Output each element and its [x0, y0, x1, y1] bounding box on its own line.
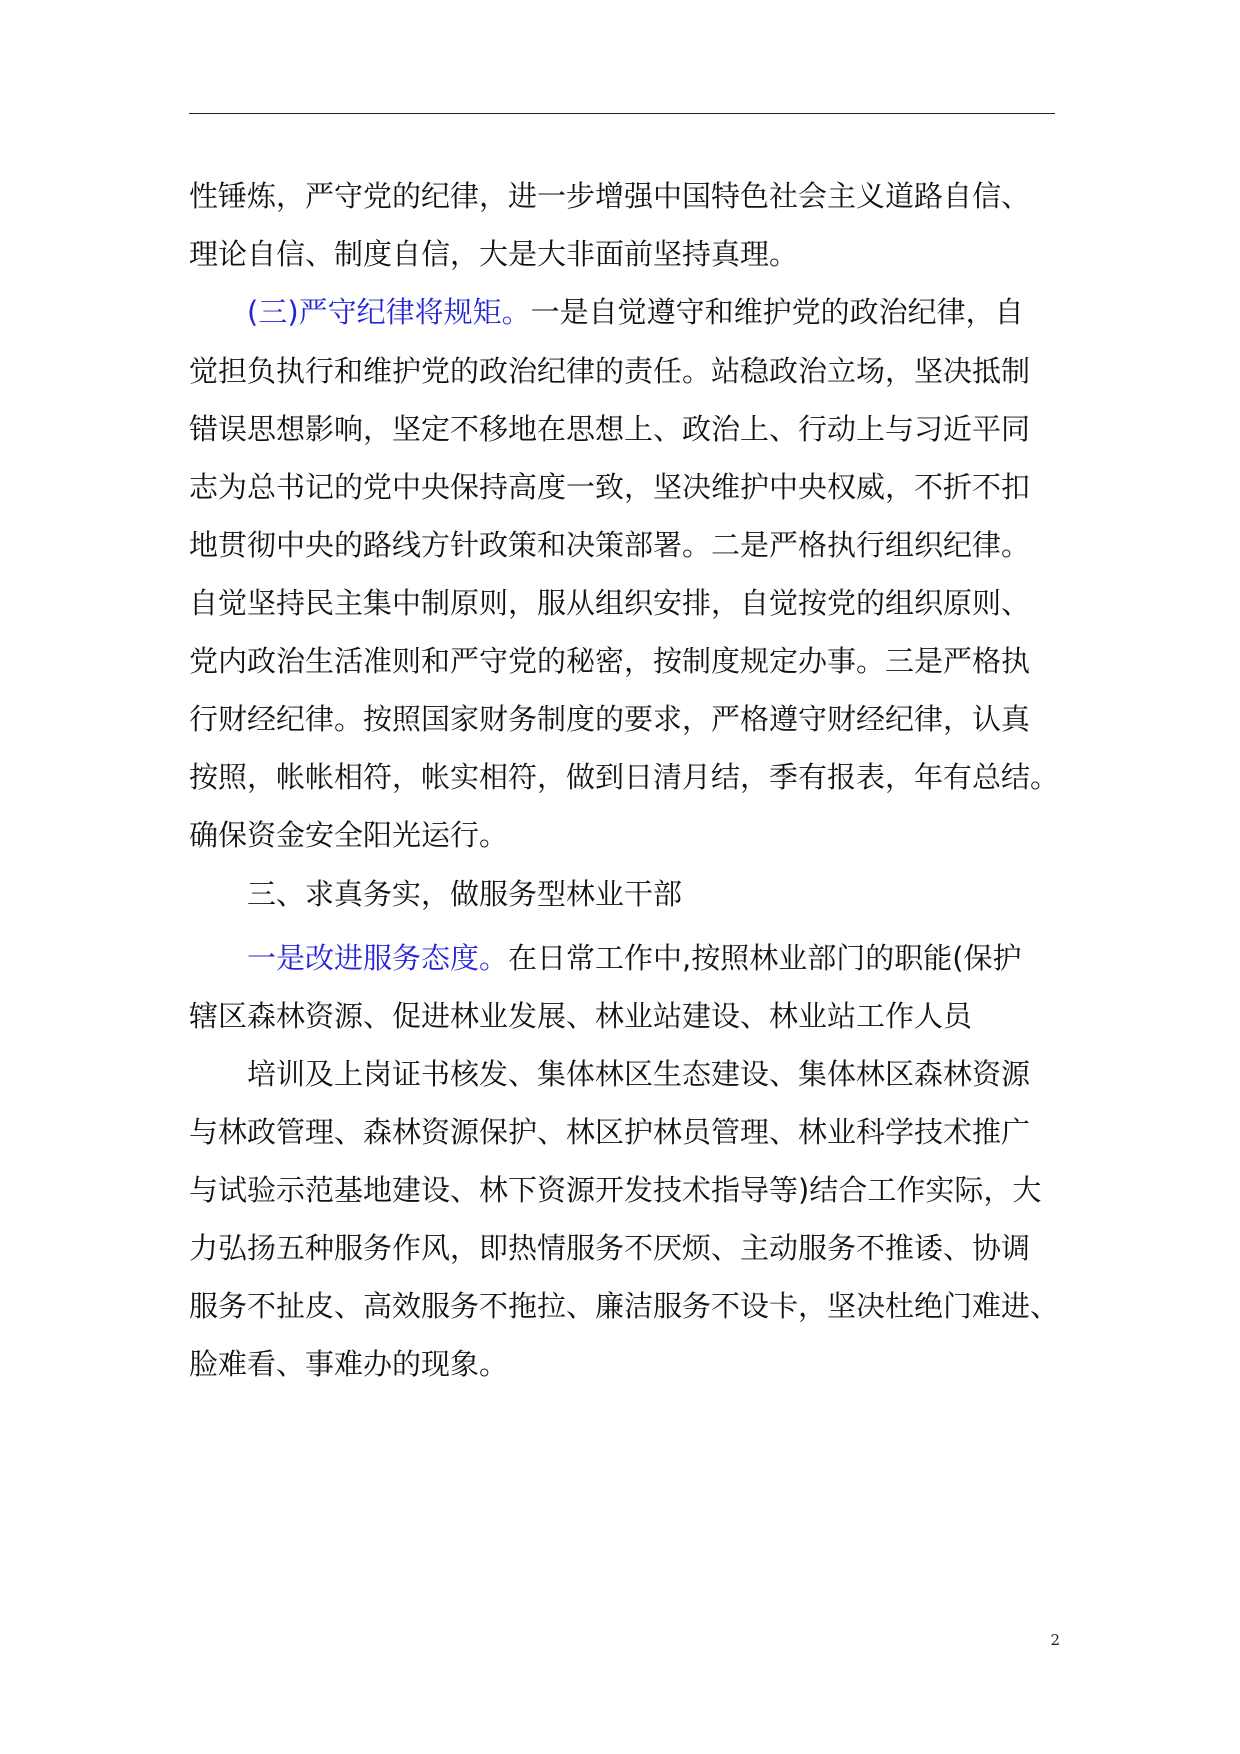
header-rule	[189, 113, 1055, 114]
chapter-heading: 三、求真务实，做服务型林业干部	[247, 877, 683, 911]
section-heading: 一是改进服务态度。	[247, 941, 509, 975]
page-number: 2	[1050, 1631, 1060, 1649]
section-paragraph-line: 一是改进服务态度。在日常工作中,按照林业部门的职能(保护	[247, 941, 1022, 975]
body-line: 辖区森林资源、促进林业发展、林业站建设、林业站工作人员	[189, 999, 973, 1033]
body-line: 觉担负执行和维护党的政治纪律的责任。站稳政治立场，坚决抵制	[189, 354, 1031, 388]
body-line: 培训及上岗证书核发、集体林区生态建设、集体林区森林资源	[247, 1057, 1031, 1091]
body-line: 按照，帐帐相符，帐实相符，做到日清月结，季有报表，年有总结。	[189, 760, 1060, 794]
body-line: 脸难看、事难办的现象。	[189, 1347, 509, 1381]
body-line: 理论自信、制度自信，大是大非面前坚持真理。	[189, 237, 799, 271]
body-line: 力弘扬五种服务作风，即热情服务不厌烦、主动服务不推诿、协调	[189, 1231, 1031, 1265]
body-line: 服务不扯皮、高效服务不拖拉、廉洁服务不设卡，坚决杜绝门难进、	[189, 1289, 1060, 1323]
section-paragraph-line: (三)严守纪律将规矩。一是自觉遵守和维护党的政治纪律，自	[247, 295, 1024, 329]
body-line: 与试验示范基地建设、林下资源开发技术指导等)结合工作实际，大	[189, 1173, 1042, 1207]
body-line: 志为总书记的党中央保持高度一致，坚决维护中央权威，不折不扣	[189, 470, 1031, 504]
body-line: 与林政管理、森林资源保护、林区护林员管理、林业科学技术推广	[189, 1115, 1031, 1149]
body-line: 性锤炼，严守党的纪律，进一步增强中国特色社会主义道路自信、	[189, 179, 1031, 213]
body-line: 错误思想影响，坚定不移地在思想上、政治上、行动上与习近平同	[189, 412, 1031, 446]
body-line: 自觉坚持民主集中制原则，服从组织安排，自觉按党的组织原则、	[189, 586, 1031, 620]
body-line: 行财经纪律。按照国家财务制度的要求，严格遵守财经纪律，认真	[189, 702, 1031, 736]
body-line: 党内政治生活准则和严守党的秘密，按制度规定办事。三是严格执	[189, 644, 1031, 678]
body-line: 确保资金安全阳光运行。	[189, 818, 509, 852]
section-heading: (三)严守纪律将规矩。	[247, 295, 531, 329]
body-line: 地贯彻中央的路线方针政策和决策部署。二是严格执行组织纪律。	[189, 528, 1031, 562]
